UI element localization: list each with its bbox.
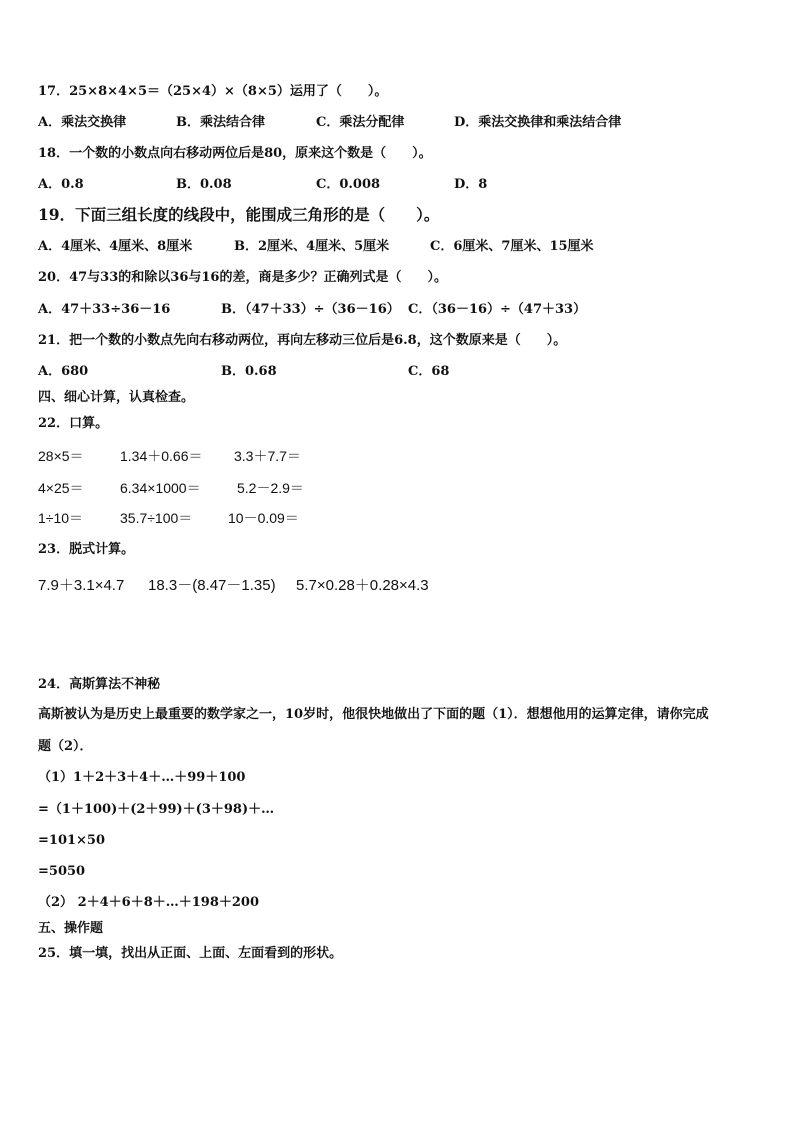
gauss-example-line: =101×50 <box>38 833 106 848</box>
oral-calc-item: 5.2－2.9＝ <box>237 480 304 496</box>
question-19-option-c: C．6厘米、7厘米、15厘米 <box>430 239 594 254</box>
question-20-option-a: A．47＋33÷36－16 <box>38 302 171 317</box>
question-25-stem: 25．填一填，找出从正面、上面、左面看到的形状。 <box>38 946 343 961</box>
question-18-stem: 18．一个数的小数点向右移动两位后是80，原来这个数是（ ）。 <box>38 146 432 161</box>
oral-calc-item: 3.3＋7.7＝ <box>234 448 301 464</box>
question-19-stem: 19．下面三组长度的线段中，能围成三角形的是（ ）。 <box>38 205 440 224</box>
question-17-option-c: C．乘法分配律 <box>316 115 405 130</box>
step-calc-expression: 18.3－(8.47－1.35) <box>148 577 276 594</box>
question-24-text: 高斯被认为是历史上最重要的数学家之一，10岁时，他很快地做出了下面的题（1）．想想他用的运算定律，请你完成 <box>38 707 709 722</box>
oral-calc-item: 35.7÷100＝ <box>120 510 193 526</box>
question-19-option-a: A．4厘米、4厘米、8厘米 <box>38 239 193 254</box>
step-calc-expression: 7.9＋3.1×4.7 <box>38 577 125 594</box>
question-18-option-d: D．8 <box>454 177 488 192</box>
question-22-title: 22．口算。 <box>38 416 109 431</box>
gauss-example-line: =（1＋100)＋(2＋99)＋(3＋98)＋… <box>38 802 275 817</box>
question-17-option-a: A．乘法交换律 <box>38 115 127 130</box>
oral-calc-item: 1.34＋0.66＝ <box>120 448 203 464</box>
question-17-option-b: B．乘法结合律 <box>176 115 265 130</box>
gauss-example-line: =5050 <box>38 864 86 879</box>
oral-calc-item: 1÷10＝ <box>38 510 84 526</box>
question-18-option-b: B．0.08 <box>176 177 232 192</box>
question-20-stem: 20．47与33的和除以36与16的差，商是多少？正确列式是（ ）。 <box>38 270 447 285</box>
question-20-option-c: C．（36－16）÷（47＋33） <box>408 302 587 317</box>
question-24-title: 24．高斯算法不神秘 <box>38 677 161 692</box>
question-19-option-b: B．2厘米、4厘米、5厘米 <box>234 239 390 254</box>
question-24-text-continued: 题（2）． <box>38 739 93 754</box>
question-21-option-c: C．68 <box>408 364 450 379</box>
gauss-example-line: （1）1＋2＋3＋4＋…＋99＋100 <box>38 770 246 785</box>
question-20-option-b: B．（47＋33）÷（36－16） <box>221 302 400 317</box>
question-21-option-a: A．680 <box>38 364 89 379</box>
oral-calc-item: 6.34×1000＝ <box>120 480 201 496</box>
section-5-heading: 五、操作题 <box>38 921 104 936</box>
oral-calc-item: 28×5＝ <box>38 448 84 464</box>
question-17-stem: 17．25×8×4×5＝（25×4）×（8×5）运用了（ ）。 <box>38 84 388 99</box>
oral-calc-item: 4×25＝ <box>38 480 84 496</box>
step-calc-expression: 5.7×0.28＋0.28×4.3 <box>296 577 429 594</box>
question-17-option-d: D．乘法交换律和乘法结合律 <box>454 115 622 130</box>
question-18-option-c: C．0.008 <box>316 177 381 192</box>
question-21-option-b: B．0.68 <box>221 364 277 379</box>
gauss-task-line: （2） 2＋4＋6＋8＋…＋198＋200 <box>38 895 260 910</box>
question-23-title: 23．脱式计算。 <box>38 542 135 557</box>
section-4-heading: 四、细心计算，认真检查。 <box>38 390 195 405</box>
question-18-option-a: A．0.8 <box>38 177 84 192</box>
oral-calc-item: 10－0.09＝ <box>228 510 299 526</box>
question-21-stem: 21．把一个数的小数点先向右移动两位，再向左移动三位后是6.8，这个数原来是（ ）。 <box>38 333 567 348</box>
